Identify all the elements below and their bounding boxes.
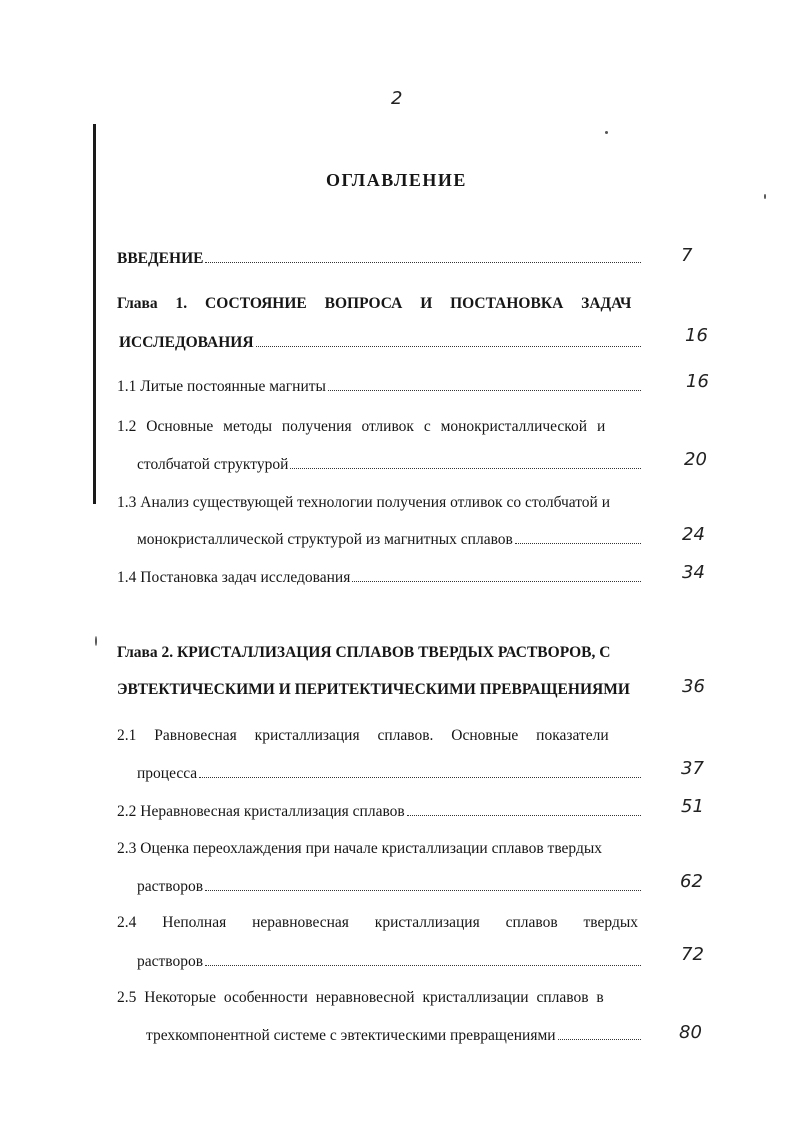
toc-entry-2-2 — [117, 803, 643, 825]
toc-entry-text: растворов — [137, 953, 204, 970]
scan-speck — [605, 131, 608, 134]
toc-entry-page: 37 — [681, 758, 704, 779]
toc-entry-1-1 — [117, 378, 643, 400]
toc-entry-text: растворов — [137, 878, 204, 895]
chapter2-heading-line1: Глава 2. КРИСТАЛЛИЗАЦИЯ СПЛАВОВ ТВЕРДЫХ РАСТВОРОВ, С — [117, 644, 611, 661]
toc-entry-page: 20 — [684, 449, 707, 470]
toc-entry-text: процесса — [137, 765, 198, 782]
toc-intro — [117, 250, 643, 272]
leader-dots — [205, 965, 641, 966]
chapter1-heading-line2 — [119, 334, 643, 356]
leader-dots — [515, 543, 641, 544]
toc-entry-page: 34 — [682, 562, 705, 583]
toc-entry-text: столбчатой структурой — [137, 456, 289, 473]
toc-entry-page: 72 — [681, 944, 704, 965]
toc-entry-page: 62 — [680, 871, 703, 892]
leader-dots — [205, 890, 641, 891]
toc-title: ОГЛАВЛЕНИЕ — [326, 170, 467, 190]
scan-speck — [95, 636, 97, 646]
toc-entry-page: 16 — [686, 371, 709, 392]
toc-intro-page: 7 — [681, 245, 693, 266]
toc-entry-text: 2.2 Неравновесная кристаллизация сплавов — [117, 803, 405, 820]
leader-dots — [256, 346, 641, 347]
scan-speck — [764, 194, 766, 199]
chapter2-heading-line2: ЭВТЕКТИЧЕСКИМИ И ПЕРИТЕКТИЧЕСКИМИ ПРЕВРАЩЕНИЯМИ — [117, 681, 630, 698]
leader-dots — [199, 777, 641, 778]
toc-intro-label: ВВЕДЕНИЕ — [117, 250, 204, 267]
chapter1-page: 16 — [685, 325, 708, 346]
chapter1-heading-text: Глава 1. СОСТОЯНИЕ ВОПРОСА И ПОСТАНОВКА ЗАДАЧ — [117, 295, 632, 312]
toc-entry-1-4 — [117, 569, 643, 591]
toc-entry-1-2: 1.2 Основные методы получения отливок с монокристаллической и — [117, 418, 606, 435]
leader-dots — [328, 390, 641, 391]
toc-entry-2-5-cont — [146, 1027, 643, 1049]
toc-entry-page: 80 — [679, 1022, 702, 1043]
toc-entry-text: 1.1 Литые постоянные магниты — [117, 378, 326, 395]
toc-entry-page: 51 — [681, 796, 704, 817]
toc-entry-1-3-cont — [137, 531, 643, 553]
leader-dots — [352, 581, 641, 582]
chapter1-heading-line1 — [117, 295, 632, 313]
toc-entry-2-3-cont — [137, 878, 643, 900]
leader-dots — [205, 262, 641, 263]
toc-entry-page: 24 — [682, 524, 705, 545]
toc-entry-2-1: 2.1 Равновесная кристаллизация сплавов. Основные показатели — [117, 727, 609, 744]
toc-entry-text: 1.4 Постановка задач исследования — [117, 569, 351, 586]
toc-entry-text: трехкомпонентной системе с эвтектическими превращениями — [146, 1027, 556, 1044]
page-number: 2 — [391, 88, 403, 109]
toc-entry-2-4: 2.4 Неполная неравновесная кристаллизация сплавов твердых — [117, 914, 639, 931]
leader-dots — [290, 468, 641, 469]
leader-dots — [558, 1039, 641, 1040]
toc-entry-2-1-cont — [137, 765, 643, 787]
chapter1-heading-sub: ИССЛЕДОВАНИЯ — [119, 334, 254, 351]
leader-dots — [407, 815, 641, 816]
toc-entry-1-2-cont — [137, 456, 643, 478]
chapter2-page: 36 — [682, 676, 705, 697]
toc-entry-2-3: 2.3 Оценка переохлаждения при начале кристаллизации сплавов твердых — [117, 840, 603, 857]
toc-entry-2-5: 2.5 Некоторые особенности неравновесной кристаллизации сплавов в — [117, 989, 604, 1006]
toc-entry-1-3: 1.3 Анализ существующей технологии получения отливок со столбчатой и — [117, 494, 611, 511]
toc-entry-2-4-cont — [137, 953, 643, 975]
toc-entry-text: монокристаллической структурой из магнитных сплавов — [137, 531, 513, 548]
